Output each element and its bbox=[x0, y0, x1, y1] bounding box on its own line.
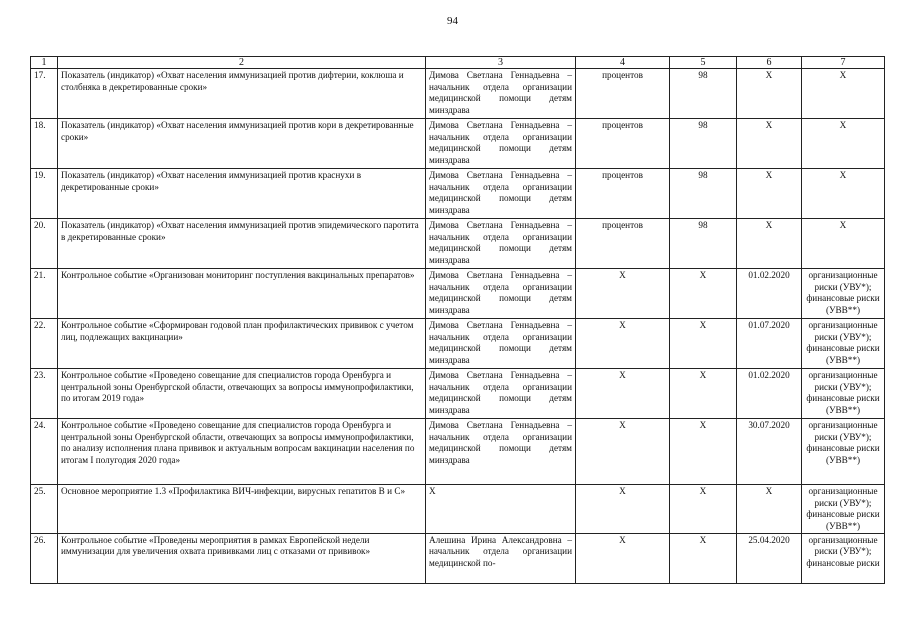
row-number: 26. bbox=[31, 534, 58, 584]
row-deadline: 01.02.2020 bbox=[737, 369, 802, 419]
table-row bbox=[31, 369, 885, 419]
row-value: 98 bbox=[670, 219, 737, 269]
row-deadline: Х bbox=[737, 485, 802, 534]
row-risks: Х bbox=[802, 169, 885, 219]
row-description: Контрольное событие «Проведено совещание для специалистов города Оренбурга и центральной зоны Оренбургской области, отвечающих за вопросы иммунопрофилактики, по анализу исполнения плана прививок и актуальным вопросам вакцинации населения по итогам I полугодия 2020 года» bbox=[58, 419, 426, 485]
row-responsible: Димова Светлана Геннадьевна – начальник отдела организации медицинской помощи детям минздрава bbox=[426, 319, 576, 369]
column-header: 5 bbox=[670, 57, 737, 69]
row-number: 19. bbox=[31, 169, 58, 219]
row-description: Показатель (индикатор) «Охват населения иммунизацией против эпидемического паротита в декретированные сроки» bbox=[58, 219, 426, 269]
row-deadline: Х bbox=[737, 169, 802, 219]
row-unit: Х bbox=[576, 534, 670, 584]
row-deadline: Х bbox=[737, 119, 802, 169]
row-number: 17. bbox=[31, 69, 58, 119]
row-risks: организационные риски (УВУ*); финансовые риски (УВВ**) bbox=[802, 369, 885, 419]
row-risks: организационные риски (УВУ*); финансовые риски (УВВ**) bbox=[802, 269, 885, 319]
row-description: Контрольное событие «Проведены мероприятия в рамках Европейской недели иммунизации для увеличения охвата прививками лиц с отказами от прививок» bbox=[58, 534, 426, 584]
row-unit: процентов bbox=[576, 169, 670, 219]
table-row bbox=[31, 269, 885, 319]
table-row bbox=[31, 534, 885, 584]
row-risks: организационные риски (УВУ*); финансовые риски (УВВ**) bbox=[802, 485, 885, 534]
row-description: Контрольное событие «Сформирован годовой план профилактических прививок с учетом лиц, подлежащих вакцинации» bbox=[58, 319, 426, 369]
row-description: Показатель (индикатор) «Охват населения иммунизацией против дифтерии, коклюша и столбняка в декретированные сроки» bbox=[58, 69, 426, 119]
row-responsible: Димова Светлана Геннадьевна – начальник отдела организации медицинской помощи детям минздрава bbox=[426, 169, 576, 219]
row-unit: Х bbox=[576, 319, 670, 369]
row-value: Х bbox=[670, 369, 737, 419]
row-value: Х bbox=[670, 319, 737, 369]
row-value: Х bbox=[670, 419, 737, 485]
row-unit: процентов bbox=[576, 219, 670, 269]
table-row bbox=[31, 319, 885, 369]
table-row bbox=[31, 419, 885, 485]
row-value: 98 bbox=[670, 69, 737, 119]
row-unit: Х bbox=[576, 485, 670, 534]
row-responsible: Димова Светлана Геннадьевна – начальник отдела организации медицинской помощи детям минздрава bbox=[426, 69, 576, 119]
row-number: 23. bbox=[31, 369, 58, 419]
column-header: 2 bbox=[58, 57, 426, 69]
table-row bbox=[31, 485, 885, 534]
row-deadline: 01.02.2020 bbox=[737, 269, 802, 319]
row-description: Контрольное событие «Проведено совещание для специалистов города Оренбурга и центральной зоны Оренбургской области, отвечающих за вопросы иммунопрофилактики, по итогам 2019 года» bbox=[58, 369, 426, 419]
column-header: 7 bbox=[802, 57, 885, 69]
column-header: 3 bbox=[426, 57, 576, 69]
column-header: 4 bbox=[576, 57, 670, 69]
row-number: 20. bbox=[31, 219, 58, 269]
row-value: Х bbox=[670, 534, 737, 584]
table-row bbox=[31, 119, 885, 169]
row-unit: процентов bbox=[576, 119, 670, 169]
row-description: Показатель (индикатор) «Охват населения иммунизацией против кори в декретированные сроки» bbox=[58, 119, 426, 169]
row-number: 18. bbox=[31, 119, 58, 169]
row-value: Х bbox=[670, 269, 737, 319]
row-risks: организационные риски (УВУ*); финансовые риски (УВВ**) bbox=[802, 419, 885, 485]
row-responsible: Димова Светлана Геннадьевна – начальник отдела организации медицинской помощи детям минздрава bbox=[426, 369, 576, 419]
row-deadline: 25.04.2020 bbox=[737, 534, 802, 584]
row-deadline: 30.07.2020 bbox=[737, 419, 802, 485]
row-description: Контрольное событие «Организован мониторинг поступления вакцинальных препаратов» bbox=[58, 269, 426, 319]
row-deadline: 01.07.2020 bbox=[737, 319, 802, 369]
row-responsible: Димова Светлана Геннадьевна – начальник отдела организации медицинской помощи детям минздрава bbox=[426, 219, 576, 269]
measures-table bbox=[30, 56, 885, 584]
row-number: 21. bbox=[31, 269, 58, 319]
row-responsible: Димова Светлана Геннадьевна – начальник отдела организации медицинской помощи детям минздрава bbox=[426, 119, 576, 169]
row-responsible: Х bbox=[426, 485, 576, 534]
table-row bbox=[31, 69, 885, 119]
row-number: 24. bbox=[31, 419, 58, 485]
row-deadline: Х bbox=[737, 219, 802, 269]
row-number: 25. bbox=[31, 485, 58, 534]
row-unit: Х bbox=[576, 419, 670, 485]
column-header: 6 bbox=[737, 57, 802, 69]
page-number: 94 bbox=[447, 15, 458, 27]
row-deadline: Х bbox=[737, 69, 802, 119]
row-risks: организационные риски (УВУ*); финансовые риски bbox=[802, 534, 885, 584]
row-risks: Х bbox=[802, 219, 885, 269]
row-risks: Х bbox=[802, 119, 885, 169]
row-value: Х bbox=[670, 485, 737, 534]
row-risks: организационные риски (УВУ*); финансовые риски (УВВ**) bbox=[802, 319, 885, 369]
row-unit: Х bbox=[576, 269, 670, 319]
row-responsible: Димова Светлана Геннадьевна – начальник отдела организации медицинской помощи детям минздрава bbox=[426, 269, 576, 319]
row-number: 22. bbox=[31, 319, 58, 369]
table-row bbox=[31, 169, 885, 219]
row-responsible: Алешина Ирина Александровна – начальник отдела организации медицинской по- bbox=[426, 534, 576, 584]
row-description: Показатель (индикатор) «Охват населения иммунизацией против краснухи в декретированные сроки» bbox=[58, 169, 426, 219]
row-risks: Х bbox=[802, 69, 885, 119]
row-description: Основное мероприятие 1.3 «Профилактика ВИЧ-инфекции, вирусных гепатитов В и С» bbox=[58, 485, 426, 534]
row-value: 98 bbox=[670, 169, 737, 219]
row-unit: Х bbox=[576, 369, 670, 419]
row-responsible: Димова Светлана Геннадьевна – начальник отдела организации медицинской помощи детям минздрава bbox=[426, 419, 576, 485]
column-header: 1 bbox=[31, 57, 58, 69]
table-row bbox=[31, 219, 885, 269]
row-value: 98 bbox=[670, 119, 737, 169]
row-unit: процентов bbox=[576, 69, 670, 119]
header-row bbox=[31, 57, 885, 69]
